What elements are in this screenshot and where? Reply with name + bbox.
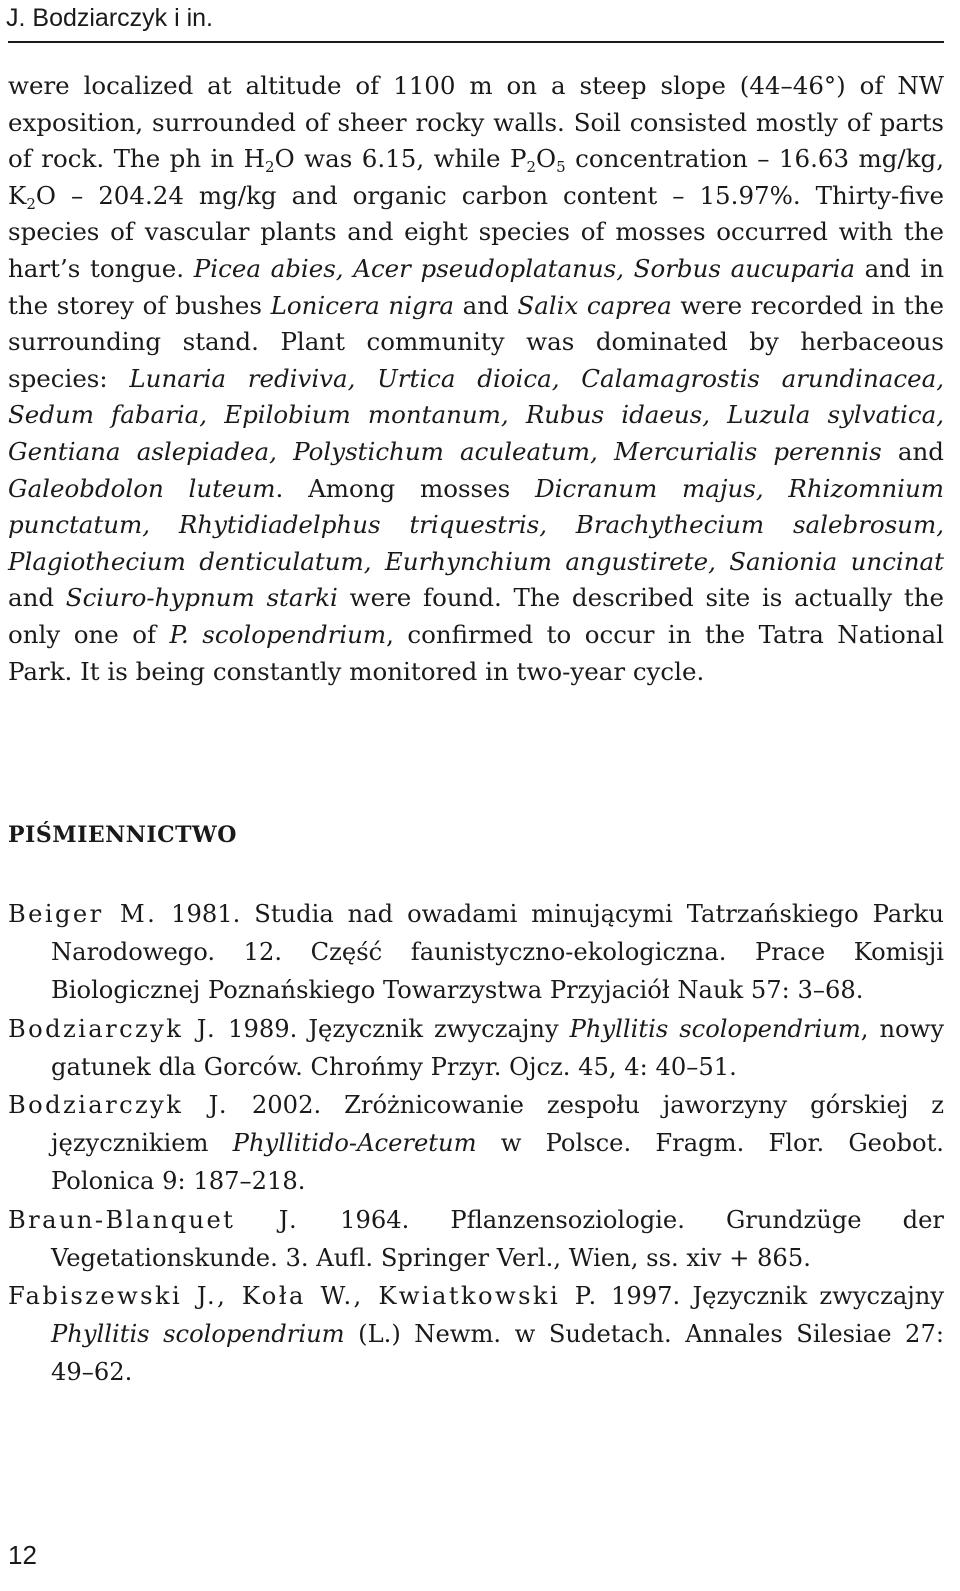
- reference-item: Bodziarczyk J. 1989. Języcznik zwyczajny Phyllitis scolopendrium, nowy gatunek dla Gorców. Chrońmy Przyr. Ojcz. 45, 4: 40–51.: [8, 1014, 944, 1081]
- reference-item: Beiger M. 1981. Studia nad owadami minującymi Tatrzańskiego Parku Narodowego. 12. Część faunistyczno-ekologiczna. Prace Komisji Biologicznej Poznańskiego Towarzystwa Przyjaciół Nauk 57: 3–68.: [8, 900, 944, 1005]
- body-paragraph: were localized at altitude of 1100 m on a steep slope (44–46°) of NW exposition, surrounded of sheer rocky walls. Soil consisted mostly of parts of rock. The ph in $H_2O$ was 6.15, while $P_2O_5$ concentration – 16.63 mg/kg, $K_2O - 204.24$ mg/kg and organic carbon content – 15.97%. Thirty-five species of vascular plants and eight species of mosses occurred with the hart’s tongue. Picea abies, Acer pseudoplatanus, Sorbus aucuparia and in the storey of bushes Lonicera nigra and Salix caprea were recorded in the surrounding stand. Plant community was dominated by herbaceous species: Lunaria rediviva, Urtica dioica, Calamagrostis arundinacea, Sedum fabaria, Epilobium montanum, Rubus idaeus, Luzula sylvatica, Gentiana aslepiadea, Polystichum aculeatum, Mercurialis perennis and Galeobdolon luteum. Among mosses Dicranum majus, Rhizomnium punctatum, Rhytidiadelphus triquestris, Brachythecium salebrosum, Plagiothecium denticulatum, Eurhynchium angustirete, Sanionia uncinat and Sciuro-hypnum starki were found. The described site is actually the only one of P. scolopendrium, confirmed to occur in the Tatra National Park. It is being constantly monitored in two-year cycle.: [8, 71, 945, 686]
- species-lonicera: Lonicera nigra: [270, 290, 455, 320]
- reference-item: Braun-Blanquet J. 1964. Pflanzensoziologie. Grundzüge der Vegetationskunde. 3. Aufl. Springer Verl., Wien, ss. xiv + 865.: [8, 1205, 944, 1272]
- species-scolopendrium: P. scolopendrium: [169, 619, 387, 649]
- page-number: 12: [8, 1540, 37, 1570]
- reference-author: Bodziarczyk J.: [8, 1014, 218, 1043]
- reference-author: Braun-Blanquet J.: [8, 1205, 300, 1234]
- species-herbs: Lunaria rediviva, Urtica dioica, Calamagrostis arundinacea, Sedum fabaria, Epilobium montanum, Rubus idaeus, Luzula sylvatica, Gentiana aslepiadea, Polystichum aculeatum, Mercurialis perennis: [8, 363, 944, 466]
- species-salix: Salix caprea: [517, 290, 672, 320]
- species-mosses: Dicranum majus, Rhizomnium punctatum, Rhytidiadelphus triquestris, Brachythecium salebrosum, Plagiothecium denticulatum, Eurhynchium angustirete, Sanionia uncinat: [8, 473, 944, 576]
- reference-list: [8, 895, 944, 1392]
- species-trees: Picea abies, Acer pseudoplatanus, Sorbus aucuparia: [193, 253, 855, 283]
- running-head: J. Bodziarczyk i in.: [6, 4, 214, 32]
- references-heading: PIŚMIENNICTWO: [8, 822, 237, 848]
- reference-author: Fabiszewski J., Koła W., Kwiatkowski P.: [8, 1282, 599, 1311]
- reference-item: Bodziarczyk J. 2002. Zróżnicowanie zespołu jaworzyny górskiej z języcznikiem Phyllitido-Aceretum w Polsce. Fragm. Flor. Geobot. Polonica 9: 187–218.: [8, 1091, 945, 1196]
- reference-item: Fabiszewski J., Koła W., Kwiatkowski P. 1997. Języcznik zwyczajny Phyllitis scolopendrium (L.) Newm. w Sudetach. Annales Silesiae 27: 49–62.: [8, 1282, 944, 1387]
- reference-author: Beiger M.: [8, 900, 158, 928]
- header-rule: [8, 41, 944, 43]
- species-galeobdolon: Galeobdolon luteum: [8, 473, 276, 503]
- species-sciuro: Sciuro-hypnum starki: [65, 583, 338, 613]
- reference-author: Bodziarczyk J.: [8, 1091, 229, 1120]
